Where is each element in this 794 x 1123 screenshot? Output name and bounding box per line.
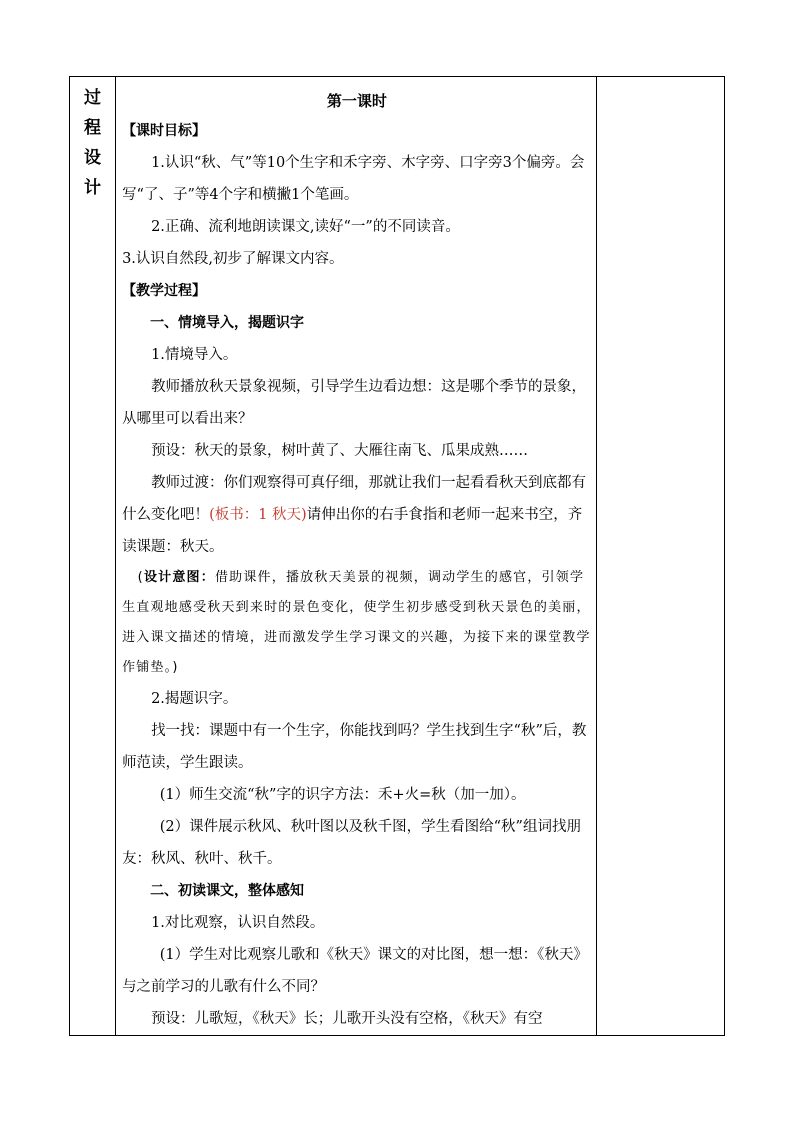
goal-item: 3.认识自然段,初步了解课文内容。 <box>122 251 344 267</box>
paragraph: (1）师生交流“秋”字的识字方法：禾+火=秋（加一加）。 <box>159 787 526 803</box>
step-heading: 1.情境导入。 <box>151 347 238 363</box>
goal-item: 1.认识“秋、气”等10个生字和禾字旁、木字旁、口字旁3个偏旁。会写“了、子”等4个字和横撇1个笔画。 <box>122 155 585 203</box>
lesson-content-cell <box>116 77 597 1036</box>
label-char: 过 <box>84 88 102 108</box>
design-intent-body: 借助课件，播放秋天美景的视频，调动学生的感官，引领学生直观地感受秋天到来时的景色变化，使学生初步感受到秋天景色的美丽，进入课文描述的情境，进而激发学生学习课文的兴趣，为接下来的课堂教学作铺垫。) <box>122 570 591 675</box>
paragraph-text: 教师过渡：你们观察得可真仔细，那就让我们一起看看秋天到底都有什么变化吧！ <box>122 475 587 523</box>
note-paren: ( <box>137 570 144 585</box>
paragraph: 预设：秋天的景象，树叶黄了、大雁往南飞、瓜果成熟…… <box>151 443 529 459</box>
label-char: 设 <box>84 148 102 168</box>
design-intent-heading: 设计意图： <box>143 570 215 585</box>
paragraph-text: 请伸出你的右手食指和老师一起来书空，齐读课题：秋天。 <box>122 507 583 555</box>
paragraph <box>122 467 592 563</box>
paragraph: (2）课件展示秋风、秋叶图以及秋千图，学生看图给“秋”组词找朋友：秋风、秋叶、秋千。 <box>122 819 581 867</box>
process-design-row <box>70 77 725 1036</box>
section-heading: 二、初读课文，整体感知 <box>150 883 305 899</box>
label-char: 计 <box>84 178 102 198</box>
lesson-plan-table <box>69 76 725 1036</box>
paragraph: 预设：儿歌短，《秋天》长；儿歌开头没有空格，《秋天》有空 <box>151 1011 543 1027</box>
step-heading: 1.对比观察，认识自然段。 <box>151 915 325 931</box>
paragraph: 教师播放秋天景象视频，引导学生边看边想：这是哪个季节的景象，从哪里可以看出来？ <box>122 379 587 427</box>
label-char: 程 <box>84 118 102 138</box>
goal-item: 2.正确、流利地朗读课文,读好“一”的不同读音。 <box>151 219 460 235</box>
process-design-label <box>70 77 116 1036</box>
notes-cell <box>596 77 724 1036</box>
section-heading: 一、情境导入，揭题识字 <box>150 315 305 331</box>
lesson-title: 第一课时 <box>326 92 387 110</box>
design-intent-note <box>122 563 592 683</box>
process-heading: 【教学过程】 <box>122 283 207 299</box>
paragraph: (1）学生对比观察儿歌和《秋天》课文的对比图，想一想：《秋天》与之前学习的儿歌有什么不同？ <box>122 947 588 995</box>
step-heading: 2.揭题识字。 <box>151 691 238 707</box>
paragraph: 找一找：课题中有一个生字，你能找到吗？学生找到生字“秋”后，教师范读，学生跟读。 <box>122 723 587 771</box>
goals-heading: 【课时目标】 <box>122 123 207 139</box>
board-writing: (板书：1 秋天) <box>209 507 307 523</box>
